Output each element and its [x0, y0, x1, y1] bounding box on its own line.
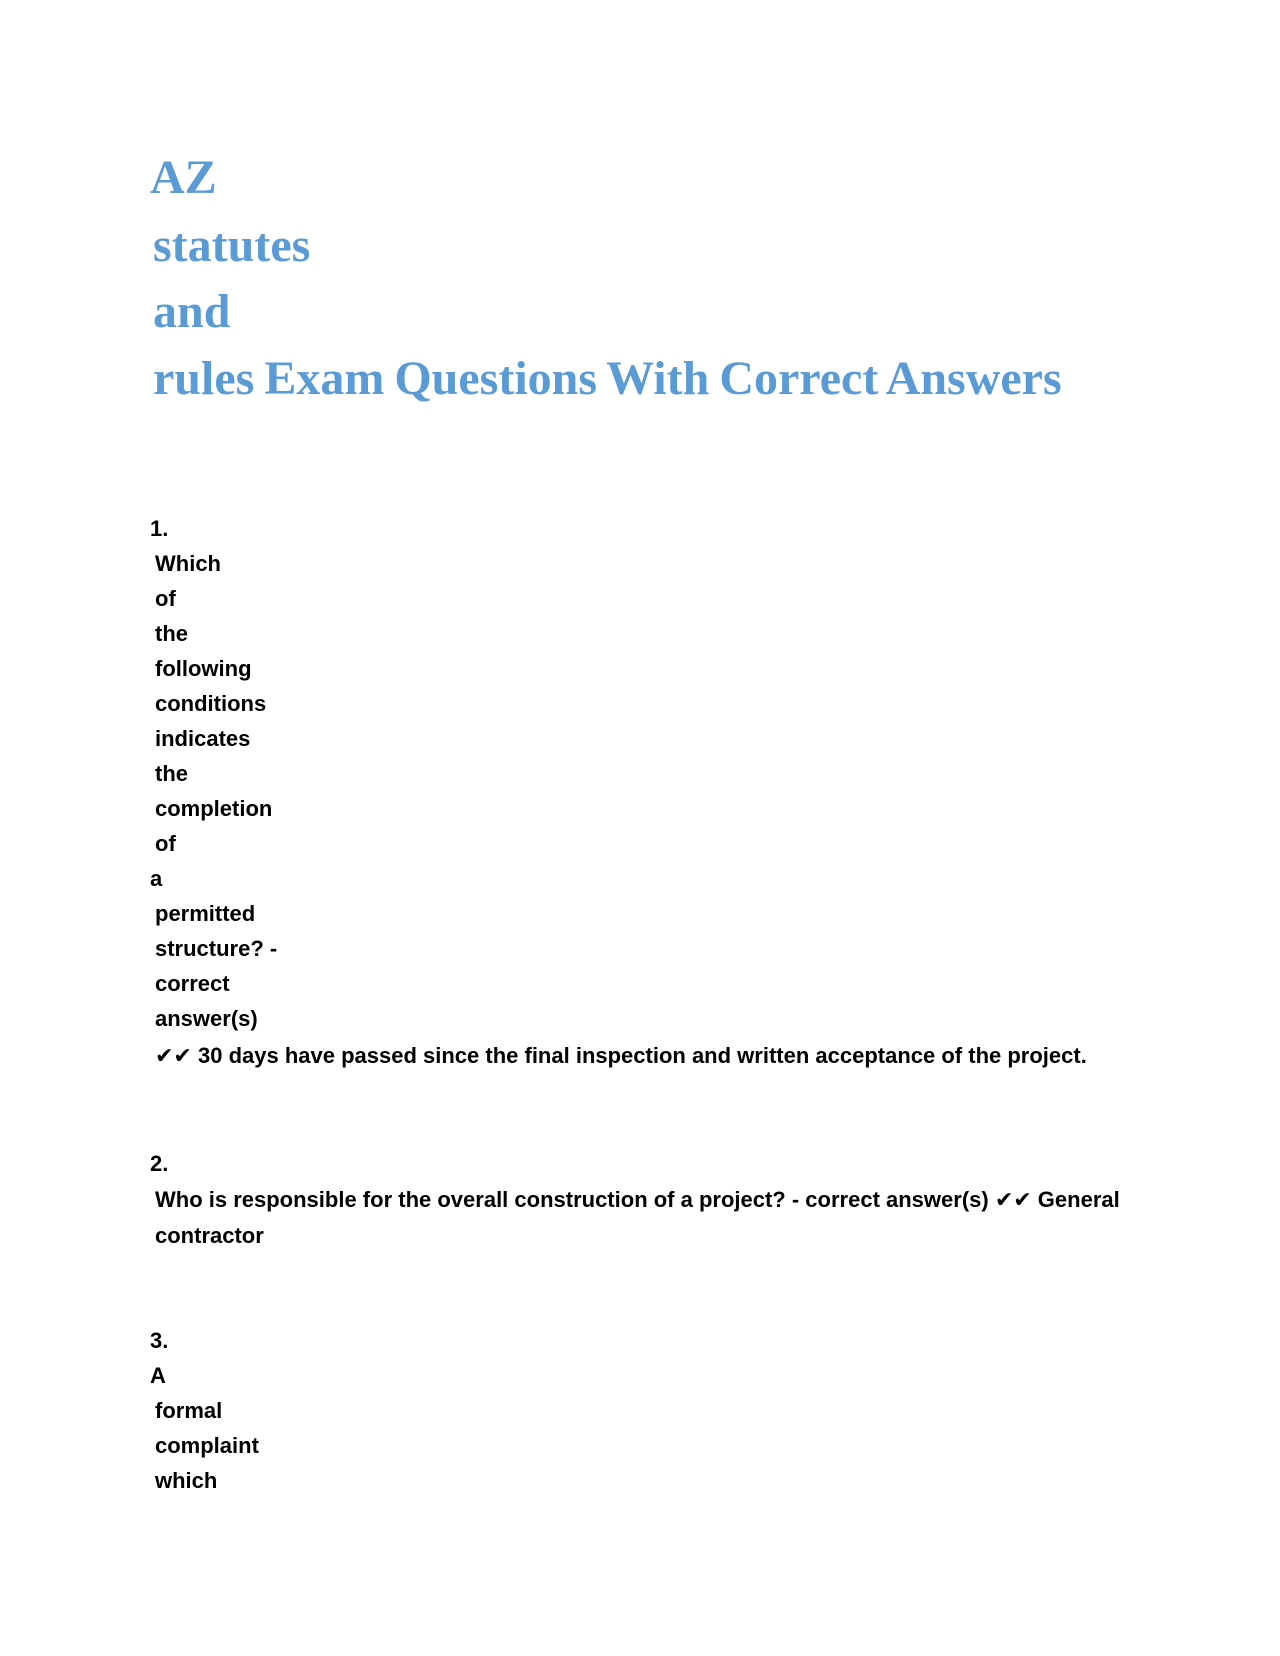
question-1-word: a: [150, 866, 163, 891]
question-3-word: A: [150, 1363, 166, 1388]
question-2-text: Who is responsible for the overall construction of a project? - correct answer(s) ✔✔ General contractor: [155, 1187, 1120, 1248]
question-1-word: Which: [155, 551, 221, 576]
question-2-number: 2.: [150, 1151, 169, 1176]
document-title-line-3: and: [153, 285, 231, 338]
question-1-word: of: [155, 831, 176, 856]
document-title-line-2: statutes: [153, 219, 311, 272]
question-1-word: completion: [155, 796, 273, 821]
question-1-word: answer(s): [155, 1006, 258, 1031]
question-1-number: 1.: [150, 516, 169, 541]
question-3-word: formal: [155, 1398, 223, 1423]
question-3-word: which: [155, 1468, 218, 1493]
question-1-word: conditions: [155, 691, 267, 716]
question-1-word: the: [155, 621, 188, 646]
question-1-word: following: [155, 656, 252, 681]
question-1-word: correct: [155, 971, 230, 996]
question-1-word: structure? -: [155, 936, 278, 961]
question-1-word: indicates: [155, 726, 251, 751]
question-3-number: 3.: [150, 1328, 169, 1353]
question-1-word: of: [155, 586, 176, 611]
document-title-line-1: AZ: [150, 151, 217, 204]
question-1-word: the: [155, 761, 188, 786]
question-1-word: permitted: [155, 901, 256, 926]
question-1-answer: ✔✔ 30 days have passed since the final inspection and written acceptance of the project.: [155, 1043, 1087, 1068]
document-title-line-4: rules Exam Questions With Correct Answers: [153, 352, 1062, 405]
question-3-word: complaint: [155, 1433, 259, 1458]
